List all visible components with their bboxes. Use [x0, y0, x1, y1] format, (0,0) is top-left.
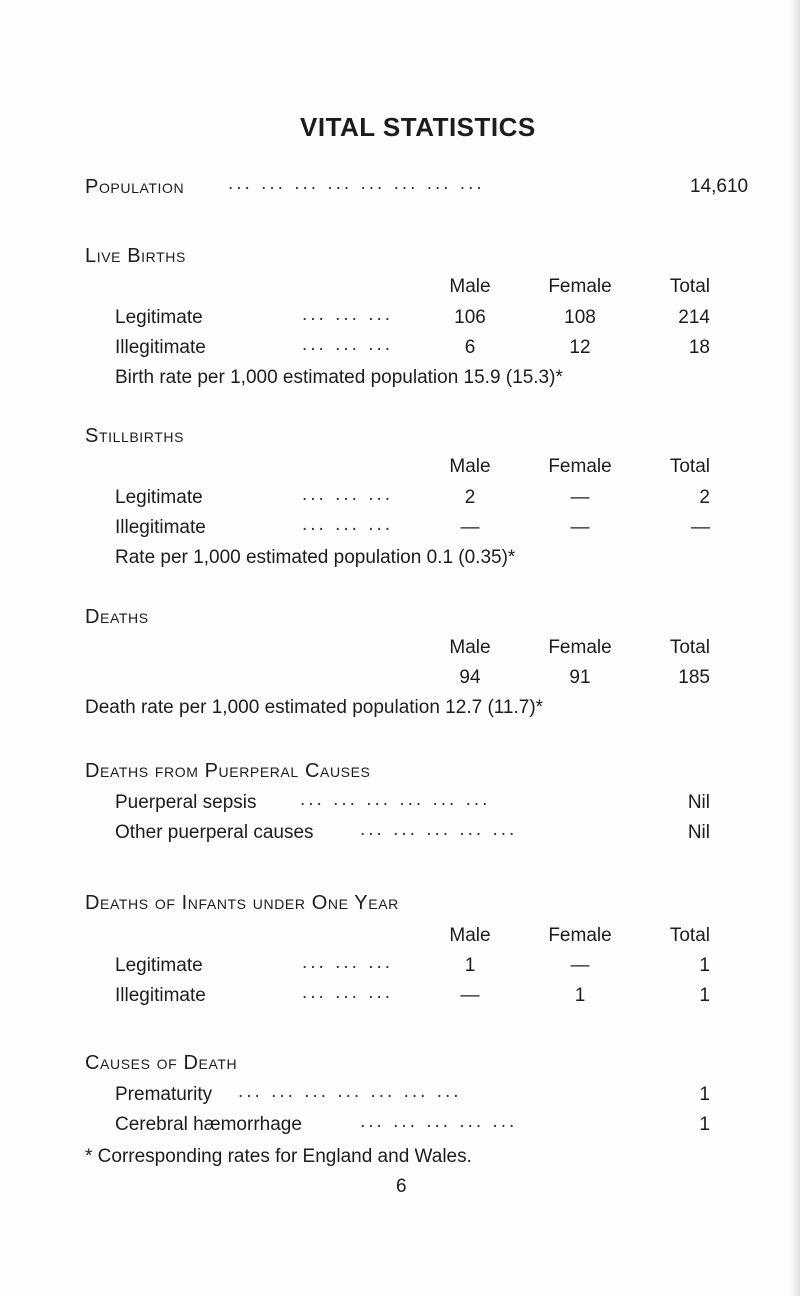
- causes-row-value: 1: [699, 1114, 710, 1135]
- puerperal-row-value: Nil: [687, 792, 710, 813]
- stillbirths-male-header: Male: [449, 456, 491, 477]
- deaths-female-value: 91: [569, 667, 591, 688]
- infant-deaths-female-value: 1: [574, 985, 586, 1006]
- infant-deaths-male-value: —: [460, 985, 480, 1006]
- stillbirth-rate-line: Rate per 1,000 estimated population 0.1 (0.35)*: [115, 547, 516, 568]
- stillbirths-row-dots: ... ... ...: [302, 514, 394, 535]
- infant-deaths-row-dots: ... ... ...: [302, 952, 394, 973]
- causes-row-dots: ... ... ... ... ...: [360, 1111, 518, 1132]
- stillbirths-female-value: —: [570, 517, 590, 538]
- live-births-female-header: Female: [548, 276, 612, 297]
- live-births-row-label: Illegitimate: [115, 337, 206, 358]
- page-number: 6: [396, 1176, 407, 1197]
- infant-deaths-female-header: Female: [548, 925, 612, 946]
- deaths-total-header: Total: [669, 637, 710, 658]
- puerperal-row-value: Nil: [687, 822, 710, 843]
- live-births-male-value: 106: [454, 307, 486, 328]
- page-title: VITAL STATISTICS: [300, 112, 536, 142]
- deaths-male-value: 94: [459, 667, 481, 688]
- puerperal-row-dots: ... ... ... ... ...: [360, 819, 518, 840]
- infant-deaths-row-label: Illegitimate: [115, 985, 206, 1006]
- puerperal-row-label: Puerperal sepsis: [115, 792, 257, 813]
- population-dots: ... ... ... ... ... ... ... ...: [228, 173, 485, 194]
- death-rate-line: Death rate per 1,000 estimated population 12.7 (11.7)*: [85, 697, 544, 718]
- stillbirths-male-value: —: [460, 517, 480, 538]
- live-births-row-label: Legitimate: [115, 307, 203, 328]
- live-births-row-dots: ... ... ...: [302, 334, 394, 355]
- causes-row-value: 1: [699, 1084, 710, 1105]
- stillbirths-heading: Stillbirths: [85, 425, 185, 447]
- live-births-total-value: 18: [688, 337, 710, 358]
- live-births-total-value: 214: [678, 307, 710, 328]
- infant-deaths-total-value: 1: [699, 955, 710, 976]
- infant-deaths-row-dots: ... ... ...: [302, 982, 394, 1003]
- live-births-female-value: 12: [569, 337, 591, 358]
- stillbirths-total-header: Total: [669, 456, 710, 477]
- live-births-male-header: Male: [449, 276, 491, 297]
- population-label: Population: [85, 176, 185, 198]
- stillbirths-male-value: 2: [464, 487, 476, 508]
- live-births-male-value: 6: [464, 337, 476, 358]
- page-edge-shadow: [790, 0, 800, 1296]
- live-births-female-value: 108: [564, 307, 596, 328]
- deaths-heading: Deaths: [85, 606, 149, 628]
- birth-rate-line: Birth rate per 1,000 estimated population 15.9 (15.3)*: [115, 367, 563, 388]
- population-value: 14,610: [690, 176, 749, 197]
- deaths-female-header: Female: [548, 637, 612, 658]
- causes-row-label: Cerebral hæmorrhage: [115, 1114, 302, 1135]
- stillbirths-row-label: Legitimate: [115, 487, 203, 508]
- infant-deaths-female-value: —: [570, 955, 590, 976]
- stillbirths-female-header: Female: [548, 456, 612, 477]
- puerperal-row-label: Other puerperal causes: [115, 822, 314, 843]
- live-births-heading: Live Births: [85, 245, 186, 267]
- infant-deaths-total-value: 1: [699, 985, 710, 1006]
- infant-deaths-row-label: Legitimate: [115, 955, 203, 976]
- footnote: * Corresponding rates for England and Wales.: [85, 1146, 472, 1167]
- causes-heading: Causes of Death: [85, 1052, 238, 1074]
- causes-row-label: Prematurity: [115, 1084, 213, 1105]
- stillbirths-total-value: —: [691, 517, 710, 538]
- stillbirths-total-value: 2: [699, 487, 710, 508]
- deaths-male-header: Male: [449, 637, 491, 658]
- stillbirths-row-label: Illegitimate: [115, 517, 206, 538]
- stillbirths-female-value: —: [570, 487, 590, 508]
- infant-deaths-heading: Deaths of Infants under One Year: [85, 892, 399, 914]
- infant-deaths-total-header: Total: [669, 925, 710, 946]
- puerperal-row-dots: ... ... ... ... ... ...: [300, 789, 491, 810]
- deaths-total-value: 185: [678, 667, 710, 688]
- stillbirths-row-dots: ... ... ...: [302, 484, 394, 505]
- infant-deaths-male-header: Male: [449, 925, 491, 946]
- infant-deaths-male-value: 1: [464, 955, 476, 976]
- live-births-total-header: Total: [669, 276, 710, 297]
- puerperal-heading: Deaths from Puerperal Causes: [85, 760, 371, 782]
- causes-row-dots: ... ... ... ... ... ... ...: [238, 1081, 462, 1102]
- live-births-row-dots: ... ... ...: [302, 304, 394, 325]
